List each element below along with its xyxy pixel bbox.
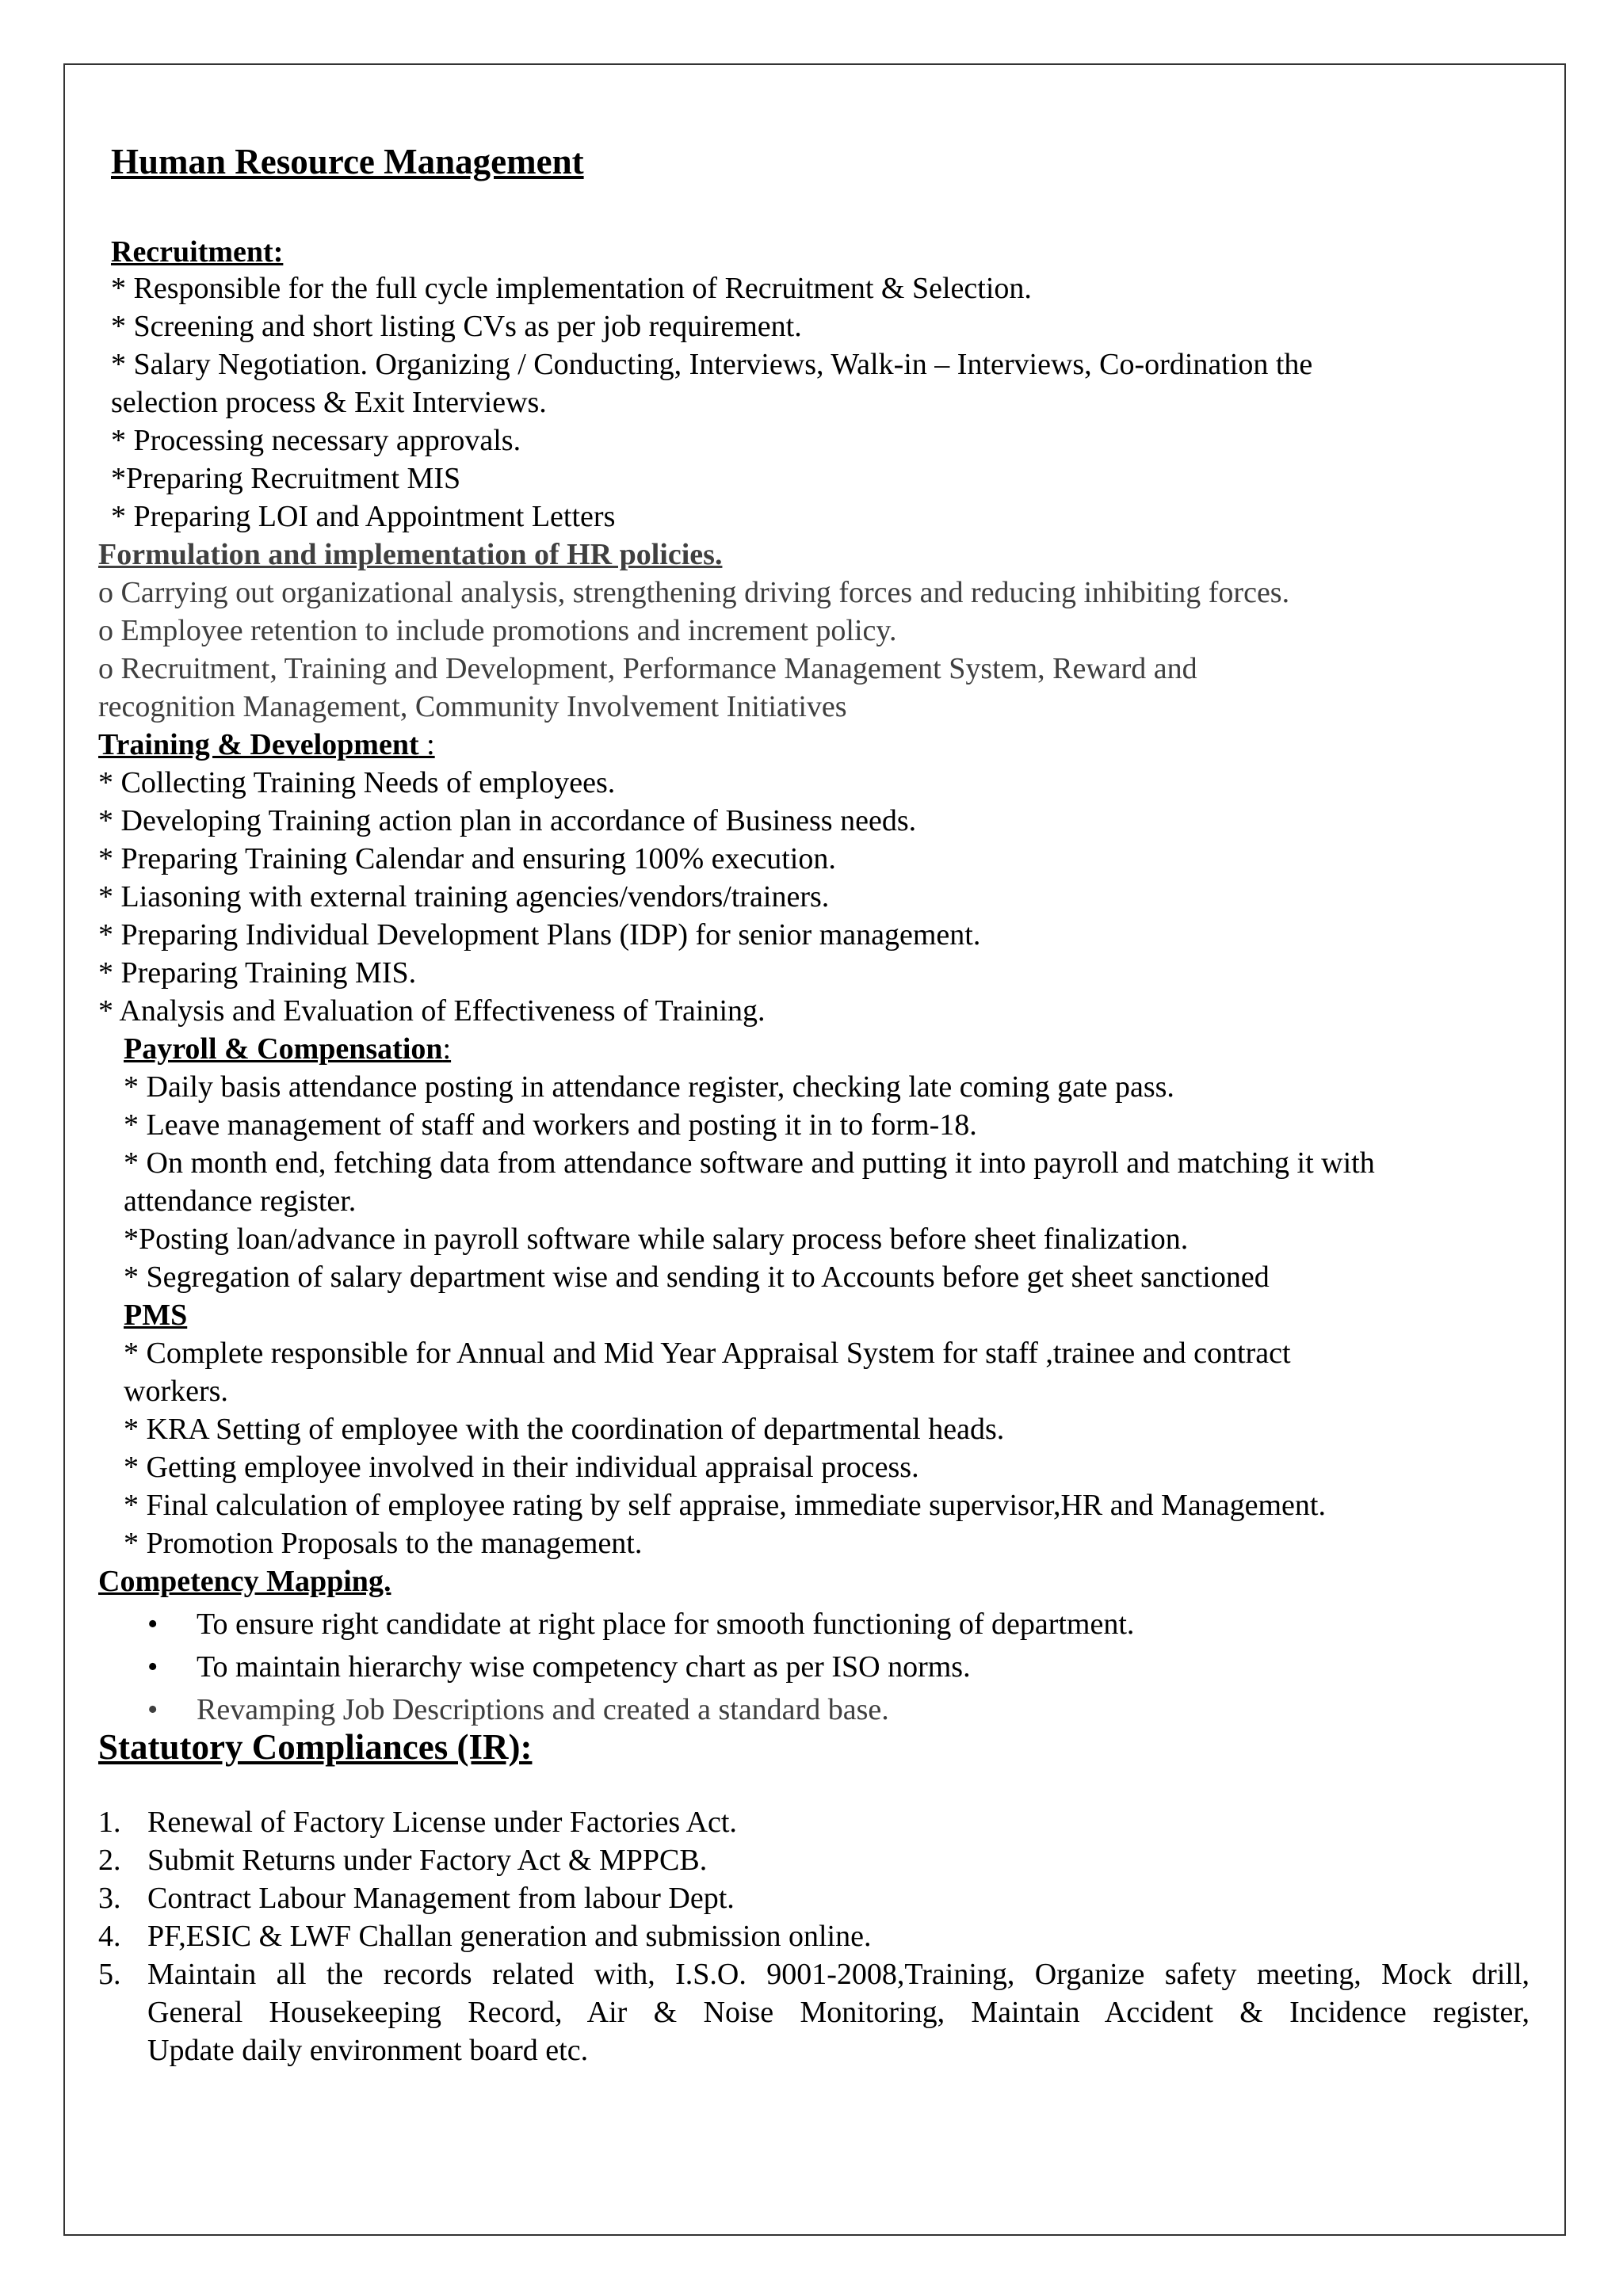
statutory-item-5-line: General Housekeeping Record, Air & Noise Monitoring, Maintain Accident & Incidence register, <box>147 1996 1529 2029</box>
statutory-heading: Statutory Compliances (IR): <box>98 1727 533 1767</box>
recruitment-line: * Screening and short listing CVs as per job requirement. <box>111 310 802 343</box>
payroll-line: *Posting loan/advance in payroll software while salary process before sheet finalization. <box>124 1222 1189 1256</box>
recruitment-heading: Recruitment: <box>111 235 284 269</box>
statutory-item: PF,ESIC & LWF Challan generation and submission online. <box>147 1920 872 1953</box>
pms-line: * KRA Setting of employee with the coordination of departmental heads. <box>124 1413 1005 1446</box>
list-number: 2. <box>98 1844 121 1877</box>
hr-policies-line: o Carrying out organizational analysis, strengthening driving forces and reducing inhibiting forces. <box>98 576 1290 609</box>
page-title: Human Resource Management <box>111 142 584 181</box>
pms-line: * Promotion Proposals to the management. <box>124 1527 643 1560</box>
list-number: 5. <box>98 1958 121 1991</box>
training-heading-suffix: : <box>418 728 435 761</box>
payroll-line: * Daily basis attendance posting in attendance register, checking late coming gate pass. <box>124 1070 1174 1104</box>
training-line: * Preparing Training Calendar and ensuring 100% execution. <box>98 842 836 875</box>
recruitment-line: *Preparing Recruitment MIS <box>111 462 461 495</box>
payroll-line: * Segregation of salary department wise and sending it to Accounts before get sheet sanctioned <box>124 1261 1270 1294</box>
training-line: * Developing Training action plan in accordance of Business needs. <box>98 804 917 837</box>
payroll-heading-row <box>124 1030 451 1068</box>
pms-line: * Final calculation of employee rating by self appraise, immediate supervisor,HR and Management. <box>124 1489 1326 1522</box>
statutory-item: Submit Returns under Factory Act & MPPCB. <box>147 1844 708 1877</box>
recruitment-line: * Preparing LOI and Appointment Letters <box>111 500 616 533</box>
list-number: 4. <box>98 1920 121 1953</box>
payroll-heading: Payroll & Compensation <box>124 1032 443 1066</box>
statutory-item: Contract Labour Management from labour Dept. <box>147 1882 735 1915</box>
pms-line: * Complete responsible for Annual and Mid Year Appraisal System for staff ,trainee and contract <box>124 1337 1291 1370</box>
pms-line: workers. <box>124 1375 228 1408</box>
training-line: * Liasoning with external training agencies/vendors/trainers. <box>98 880 830 913</box>
competency-item: To maintain hierarchy wise competency chart as per ISO norms. <box>197 1650 971 1684</box>
training-line: * Preparing Training MIS. <box>98 956 417 990</box>
list-number: 3. <box>98 1882 121 1915</box>
payroll-line: * Leave management of staff and workers and posting it in to form-18. <box>124 1108 977 1142</box>
payroll-heading-suffix: : <box>442 1032 452 1066</box>
training-heading: Training & Development <box>98 728 419 761</box>
recruitment-line: * Responsible for the full cycle implementation of Recruitment & Selection. <box>111 272 1032 305</box>
recruitment-line: * Processing necessary approvals. <box>111 424 521 457</box>
competency-item: Revamping Job Descriptions and created a standard base. <box>197 1693 889 1726</box>
hr-policies-heading: Formulation and implementation of HR policies. <box>98 538 723 571</box>
payroll-line: attendance register. <box>124 1184 357 1218</box>
hr-policies-line: recognition Management, Community Involvement Initiatives <box>98 690 847 723</box>
bullet-icon: • <box>147 1693 158 1726</box>
training-heading-row <box>98 726 435 764</box>
pms-heading: PMS <box>124 1299 188 1332</box>
recruitment-line: selection process & Exit Interviews. <box>111 386 547 419</box>
hr-policies-line: o Employee retention to include promotions and increment policy. <box>98 614 897 647</box>
training-line: * Analysis and Evaluation of Effectiveness of Training. <box>98 994 766 1028</box>
statutory-item: Renewal of Factory License under Factories Act. <box>147 1806 737 1839</box>
training-line: * Collecting Training Needs of employees. <box>98 766 616 799</box>
competency-heading: Competency Mapping. <box>98 1565 391 1598</box>
payroll-line: * On month end, fetching data from attendance software and putting it into payroll and matching it with <box>124 1146 1375 1180</box>
training-line: * Preparing Individual Development Plans (IDP) for senior management. <box>98 918 981 952</box>
list-number: 1. <box>98 1806 121 1839</box>
pms-line: * Getting employee involved in their individual appraisal process. <box>124 1451 919 1484</box>
recruitment-line: * Salary Negotiation. Organizing / Conducting, Interviews, Walk-in – Interviews, Co-ordination the <box>111 348 1313 381</box>
statutory-item-5-line: Maintain all the records related with, I.S.O. 9001-2008,Training, Organize safety meeting, Mock drill, <box>147 1958 1529 1991</box>
hr-policies-line: o Recruitment, Training and Development, Performance Management System, Reward and <box>98 652 1197 685</box>
bullet-icon: • <box>147 1650 158 1684</box>
statutory-item-5-line: Update daily environment board etc. <box>147 2034 589 2067</box>
bullet-icon: • <box>147 1608 158 1641</box>
competency-item: To ensure right candidate at right place for smooth functioning of department. <box>197 1608 1135 1641</box>
